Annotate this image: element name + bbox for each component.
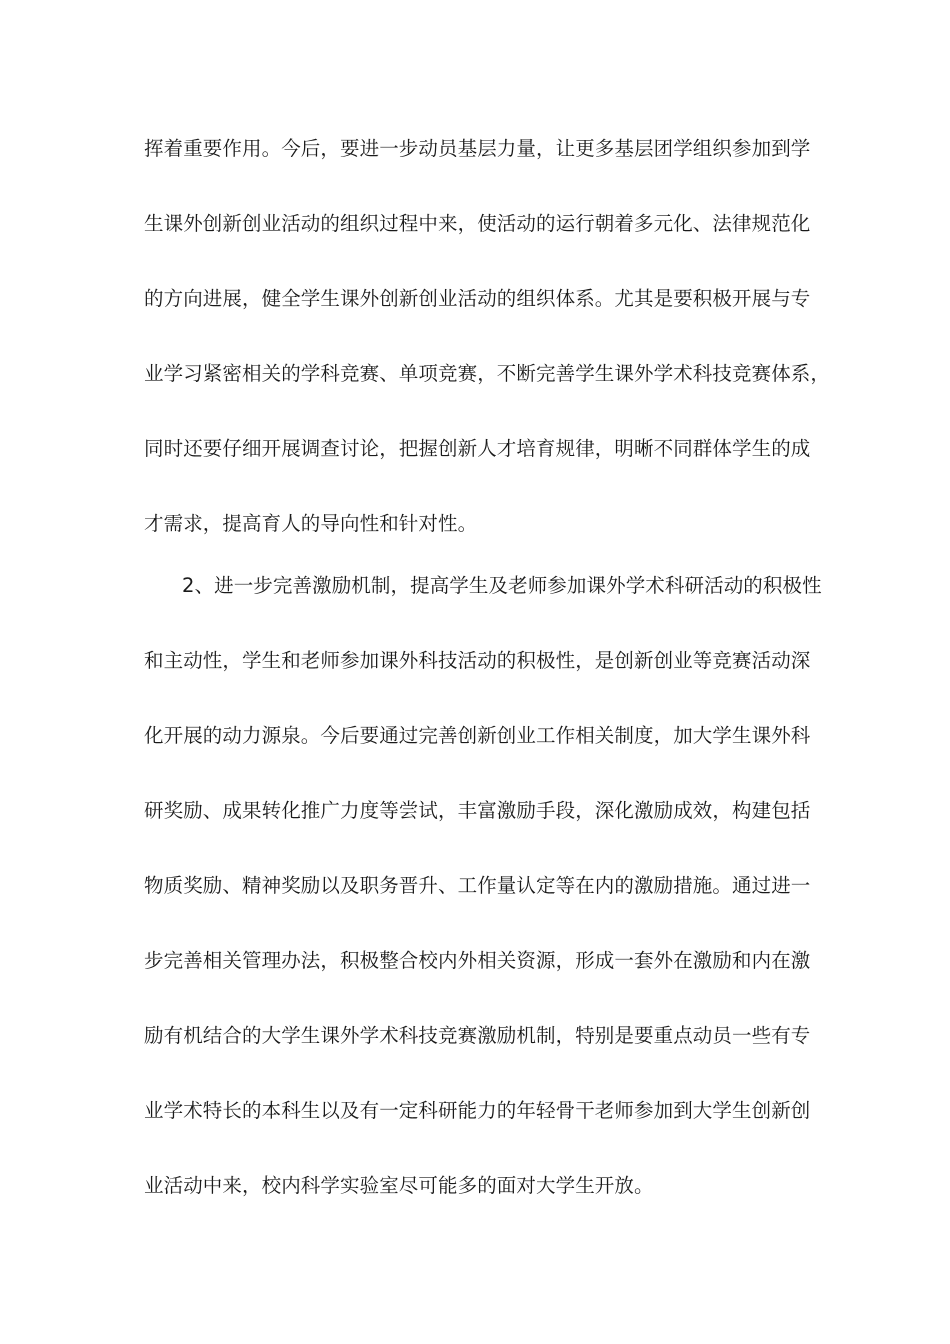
text-line: 步完善相关管理办法，积极整合校内外相关资源，形成一套外在激励和内在激 [144, 949, 811, 972]
text-line: 同时还要仔细开展调查讨论，把握创新人才培育规律，明晰不同群体学生的成 [144, 437, 811, 460]
text-line: 业活动中来，校内科学实验室尽可能多的面对大学生开放。 [144, 1174, 654, 1197]
text-line: 化开展的动力源泉。今后要通过完善创新创业工作相关制度，加大学生课外科 [144, 724, 811, 747]
text-line: 和主动性，学生和老师参加课外科技活动的积极性，是创新创业等竞赛活动深 [144, 649, 811, 672]
text-line: 业学术特长的本科生以及有一定科研能力的年轻骨干老师参加到大学生创新创 [144, 1099, 811, 1122]
text-line: 励有机结合的大学生课外学术科技竞赛激励机制，特别是要重点动员一些有专 [144, 1024, 811, 1047]
text-line: 才需求，提高育人的导向性和针对性。 [144, 512, 478, 535]
text-line: 物质奖励、精神奖励以及职务晋升、工作量认定等在内的激励措施。通过进一 [144, 874, 811, 897]
text-line: 研奖励、成果转化推广力度等尝试，丰富激励手段，深化激励成效，构建包括 [144, 799, 811, 822]
text-line: 挥着重要作用。今后，要进一步动员基层力量，让更多基层团学组织参加到学 [144, 137, 811, 160]
paragraph-start-line: 2、进一步完善激励机制，提高学生及老师参加课外学术科研活动的积极性 [182, 574, 822, 597]
text-line: 业学习紧密相关的学科竞赛、单项竞赛，不断完善学生课外学术科技竞赛体系， [144, 362, 831, 385]
text-line: 生课外创新创业活动的组织过程中来，使活动的运行朝着多元化、法律规范化 [144, 212, 811, 235]
text-line: 的方向进展，健全学生课外创新创业活动的组织体系。尤其是要积极开展与专 [144, 287, 811, 310]
